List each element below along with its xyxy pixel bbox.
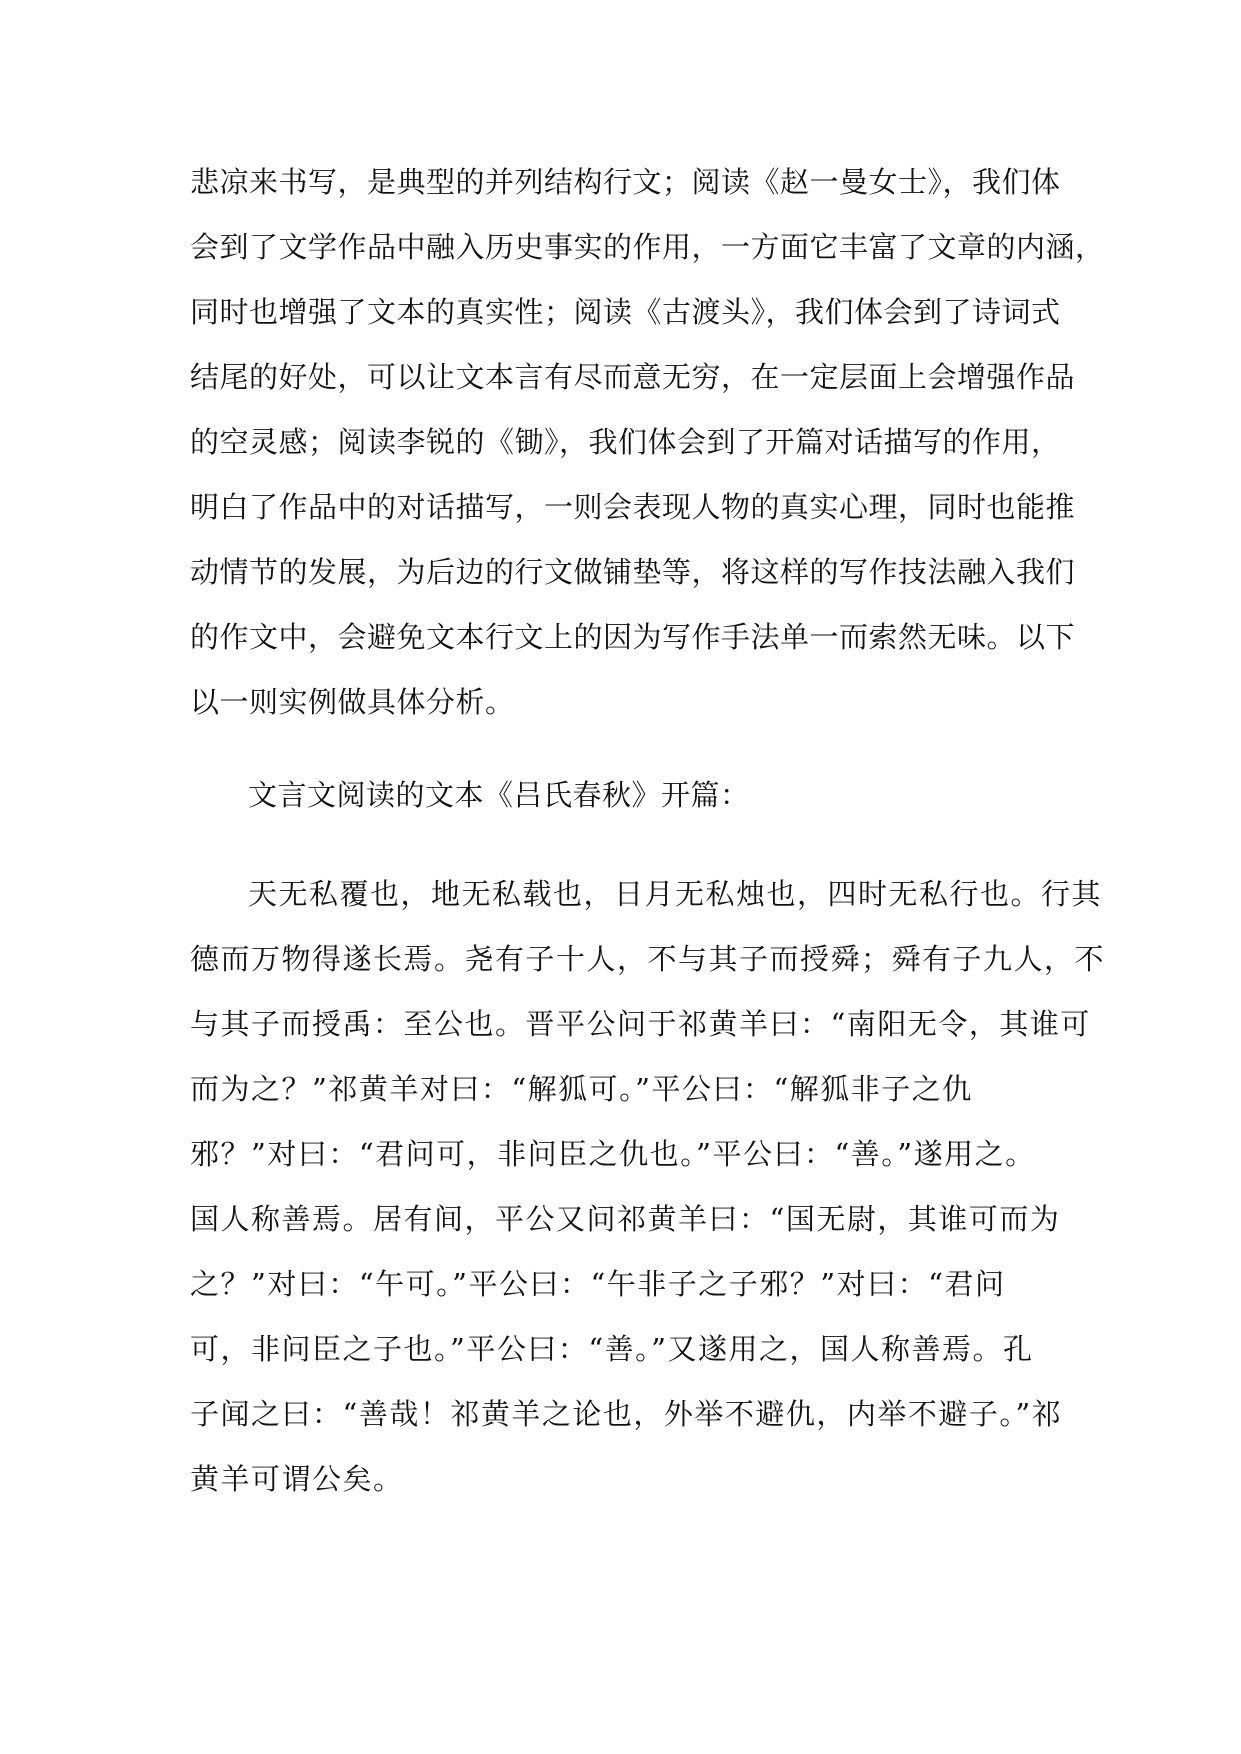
quoted-classical-text xyxy=(190,862,1106,1512)
paragraph-line: 的作文中，会避免文本行文上的因为写作手法单一而索然无味。以下 xyxy=(190,620,1076,654)
paragraph-line: 明白了作品中的对话描写，一则会表现人物的真实心理，同时也能推 xyxy=(190,490,1076,524)
quote-line: 而为之？”祁黄羊对曰：“解狐可。”平公曰：“解狐非子之仇 xyxy=(190,1072,973,1106)
paragraph-line: 动情节的发展，为后边的行文做铺垫等，将这样的写作技法融入我们 xyxy=(190,555,1076,589)
quote-line: 子闻之曰：“善哉！祁黄羊之论也，外举不避仇，内举不避子。”祁 xyxy=(190,1397,1063,1431)
paragraph-line: 悲凉来书写，是典型的并列结构行文；阅读《赵一曼女士》，我们体 xyxy=(190,165,1061,199)
quote-line: 与其子而授禹：至公也。晋平公问于祁黄羊曰：“南阳无令，其谁可 xyxy=(190,1007,1091,1041)
quote-line: 邪？”对曰：“君问可，非问臣之仇也。”平公曰：“善。”遂用之。 xyxy=(190,1137,1036,1171)
quote-line: 天无私覆也，地无私载也，日月无私烛也，四时无私行也。行其 xyxy=(248,877,1103,911)
quote-line: 可，非问臣之子也。”平公曰：“善。”又遂用之，国人称善焉。孔 xyxy=(190,1332,1034,1366)
lead-paragraph xyxy=(190,763,1080,828)
intro-paragraph xyxy=(190,150,1105,735)
lead-line: 文言文阅读的文本《吕氏春秋》开篇： xyxy=(248,778,750,812)
paragraph-line: 的空灵感；阅读李锐的《锄》，我们体会到了开篇对话描写的作用， xyxy=(190,425,1061,459)
quote-line: 黄羊可谓公矣。 xyxy=(190,1462,404,1496)
quote-line: 德而万物得遂长焉。尧有子十人，不与其子而授舜；舜有子九人，不 xyxy=(190,942,1106,976)
quote-line: 之？”对曰：“午可。”平公曰：“午非子之子邪？”对曰：“君问 xyxy=(190,1267,1006,1301)
paragraph-line: 以一则实例做具体分析。 xyxy=(190,685,515,719)
paragraph-line: 同时也增强了文本的真实性；阅读《古渡头》，我们体会到了诗词式 xyxy=(190,295,1061,329)
quote-line: 国人称善焉。居有间，平公又问祁黄羊曰：“国无尉，其谁可而为 xyxy=(190,1202,1061,1236)
paragraph-line: 会到了文学作品中融入历史事实的作用，一方面它丰富了文章的内涵， xyxy=(190,230,1105,264)
paragraph-line: 结尾的好处，可以让文本言有尽而意无穷，在一定层面上会增强作品 xyxy=(190,360,1076,394)
